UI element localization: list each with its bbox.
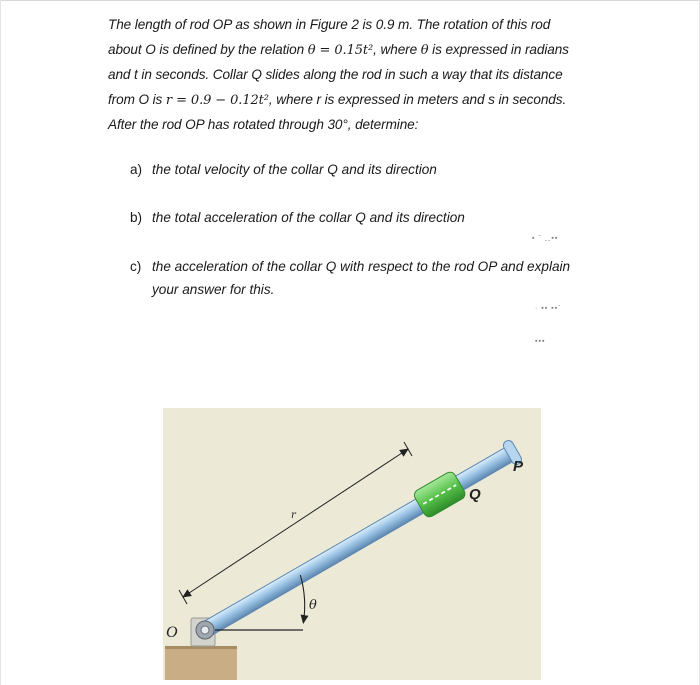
problem-statement (108, 13, 598, 138)
question-a-label: a) (130, 162, 143, 177)
scan-smudge: ▪▪▪ (535, 338, 546, 345)
problem-line-1: The length of rod OP as shown in Figure 2 is 0.9 m. The rotation of this rod (108, 17, 551, 32)
question-b-text: the total acceleration of the collar Q and its direction (152, 210, 465, 225)
pin-O-center (201, 626, 209, 634)
figure-2 (163, 408, 543, 680)
page-border-top (0, 0, 700, 1)
problem-line-2: about O is defined by the relation θ = 0.15t², where θ is expressed in radians (108, 41, 569, 58)
problem-line-3: and t in seconds. Collar Q slides along the rod in such a way that its distance (108, 67, 563, 83)
scan-smudge: · ▪▪ ▪▪ˉ (535, 305, 562, 312)
page-border-left (0, 0, 1, 685)
question-c (130, 255, 600, 301)
r-relation: r = 0.9 − 0.12t² (165, 92, 269, 108)
question-b (130, 206, 465, 229)
question-c-text-1: the acceleration of the collar Q with respect to the rod OP and explain (152, 259, 571, 274)
point-O-label: O (166, 624, 178, 641)
question-b-label: b) (130, 210, 143, 225)
collar-Q-label: Q (469, 486, 481, 503)
question-a (130, 158, 437, 181)
problem-line-4: from O is r = 0.9 − 0.12t², where r is expressed in meters and s in seconds. (108, 91, 567, 108)
problem-line-5: After the rod OP has rotated through 30°, determine: (108, 117, 419, 133)
question-c-text-2: your answer for this. (152, 282, 275, 297)
theta-relation: θ = 0.15t² (307, 42, 374, 58)
r-label: r (291, 510, 296, 521)
question-a-text: the total velocity of the collar Q and its direction (152, 162, 437, 177)
scan-smudge: ▪ ˉ ˍˍ▪▪ (532, 235, 559, 242)
point-P-label: P (513, 458, 524, 475)
question-c-label: c) (130, 259, 142, 274)
theta-label: θ (309, 598, 317, 613)
ground-base (165, 646, 237, 680)
